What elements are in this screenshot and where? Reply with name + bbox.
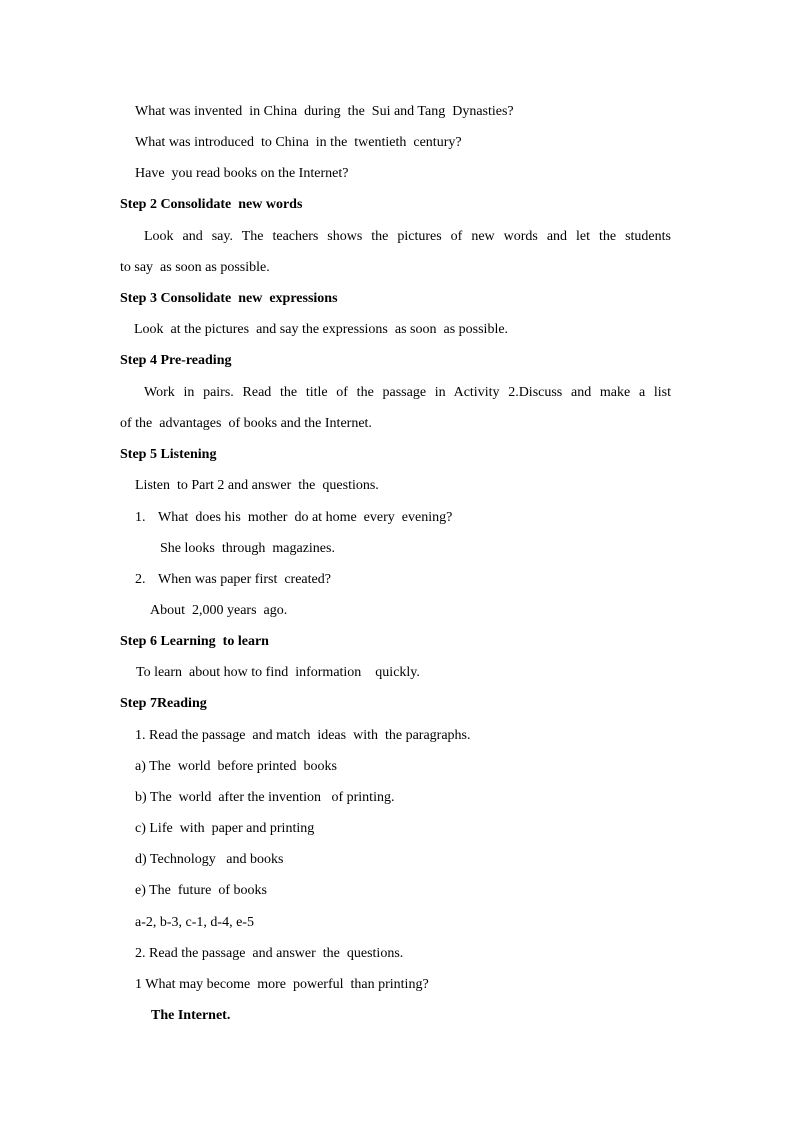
question-introduced: What was introduced to China in the twentieth century? bbox=[135, 135, 462, 150]
step7-match-answers: a-2, b-3, c-1, d-4, e-5 bbox=[135, 915, 254, 930]
step7-option-e: e) The future of books bbox=[135, 883, 267, 898]
step7-option-b: b) The world after the invention of printing. bbox=[135, 790, 395, 805]
step5-answer1: She looks through magazines. bbox=[160, 541, 335, 556]
step2-paragraph-line2: to say as soon as possible. bbox=[120, 260, 270, 275]
step7-option-c: c) Life with paper and printing bbox=[135, 821, 315, 836]
step5-question1-number: 1. bbox=[135, 510, 146, 525]
step4-paragraph-line1: Work in pairs. Read the title of the passage in Activity 2.Discuss and make a list bbox=[144, 385, 671, 400]
step5-question2: When was paper first created? bbox=[158, 572, 331, 587]
step3-heading: Step 3 Consolidate new expressions bbox=[120, 291, 338, 306]
step3-paragraph: Look at the pictures and say the expressions as soon as possible. bbox=[134, 322, 509, 337]
step7-heading: Step 7Reading bbox=[120, 696, 207, 711]
step7-option-a: a) The world before printed books bbox=[135, 759, 337, 774]
step6-heading: Step 6 Learning to learn bbox=[120, 634, 269, 649]
step4-paragraph-line2: of the advantages of books and the Internet. bbox=[120, 416, 372, 431]
step5-instruction: Listen to Part 2 and answer the questions. bbox=[135, 478, 379, 493]
step4-heading: Step 4 Pre-reading bbox=[120, 353, 232, 368]
step7-answer1: The Internet. bbox=[151, 1008, 231, 1023]
step7-task1: 1. Read the passage and match ideas with the paragraphs. bbox=[135, 728, 471, 743]
step5-question2-number: 2. bbox=[135, 572, 146, 587]
question-invented: What was invented in China during the Sui and Tang Dynasties? bbox=[135, 104, 514, 119]
step5-heading: Step 5 Listening bbox=[120, 447, 217, 462]
question-read-books: Have you read books on the Internet? bbox=[135, 166, 349, 181]
step7-question1: 1 What may become more powerful than printing? bbox=[135, 977, 429, 992]
step7-option-d: d) Technology and books bbox=[135, 852, 284, 867]
step2-paragraph-line1: Look and say. The teachers shows the pictures of new words and let the students bbox=[144, 229, 671, 244]
step7-task2: 2. Read the passage and answer the questions. bbox=[135, 946, 404, 961]
step5-answer2: About 2,000 years ago. bbox=[150, 603, 288, 618]
step2-heading: Step 2 Consolidate new words bbox=[120, 197, 303, 212]
step6-paragraph: To learn about how to find information quickly. bbox=[136, 665, 420, 680]
step5-question1: What does his mother do at home every evening? bbox=[158, 510, 453, 525]
